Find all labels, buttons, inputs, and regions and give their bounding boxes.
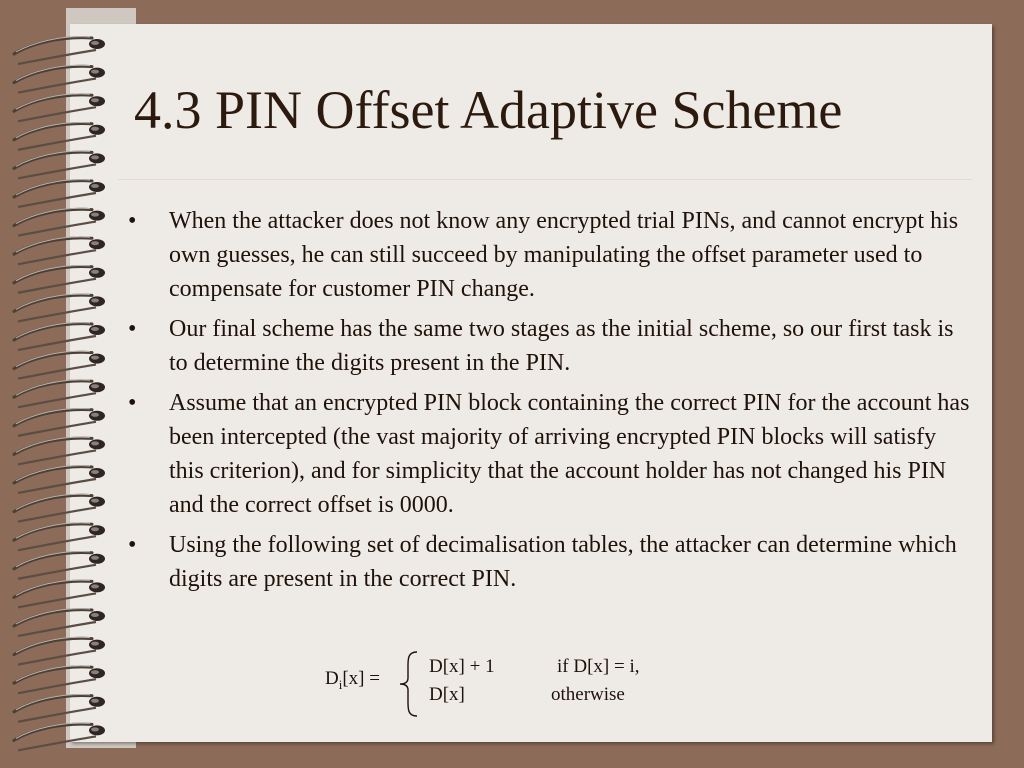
spiral-coil — [14, 323, 105, 350]
bullet-item — [128, 528, 973, 596]
left-brace-icon — [397, 650, 419, 718]
spiral-coil — [14, 151, 105, 178]
spiral-binding-icon — [0, 0, 120, 768]
spiral-coil — [14, 637, 105, 664]
spiral-coil — [14, 37, 105, 64]
spiral-coil — [14, 551, 105, 578]
spiral-coil — [14, 351, 105, 378]
formula-lhs — [325, 668, 380, 693]
bullet-text: When the attacker does not know any encrypted trial PINs, and cannot encrypt his own guesses, he can still succeed by manipulating the offset parameter used to compensate for customer PIN change. — [169, 208, 959, 302]
spiral-coil — [14, 666, 105, 693]
bullet-marker: • — [128, 532, 137, 558]
case2-value: D[x] — [429, 684, 465, 705]
case1-condition: if D[x] = i, — [557, 656, 640, 677]
spiral-coil — [14, 580, 105, 607]
bullet-item — [128, 204, 973, 306]
formula-lhs-rest: [x] = — [342, 668, 380, 689]
spiral-coil — [14, 94, 105, 121]
bullet-marker: • — [128, 208, 137, 234]
spiral-coil — [14, 380, 105, 407]
case2-condition: otherwise — [551, 684, 625, 705]
spiral-coil — [14, 523, 105, 550]
bullet-item — [128, 386, 973, 522]
spiral-coil — [14, 466, 105, 493]
decimalisation-formula — [325, 650, 685, 720]
spiral-coil — [14, 65, 105, 92]
spiral-coil — [14, 237, 105, 264]
title-divider — [118, 179, 972, 180]
spiral-coil — [14, 694, 105, 721]
slide-title: 4.3 PIN Offset Adaptive Scheme — [134, 80, 843, 140]
spiral-coil — [14, 609, 105, 636]
bullet-text: Assume that an encrypted PIN block containing the correct PIN for the account has been intercepted (the vast majority of arriving encrypted PIN blocks will satisfy this criterion), and for simplicity that the account holder has not changed his PIN and the correct offset is 0000. — [169, 390, 970, 518]
spiral-coil — [14, 208, 105, 235]
spiral-coil — [14, 180, 105, 207]
bullet-item — [128, 312, 973, 380]
spiral-coil — [14, 494, 105, 521]
formula-lhs-subscript: i — [338, 676, 343, 692]
spiral-coil — [14, 408, 105, 435]
spiral-coil — [14, 294, 105, 321]
spiral-coil — [14, 265, 105, 292]
formula-lhs-main: D — [325, 668, 339, 689]
spiral-coil — [14, 723, 105, 750]
bullet-marker: • — [128, 390, 137, 416]
spiral-coil — [14, 122, 105, 149]
bullet-text: Our final scheme has the same two stages as the initial scheme, so our first task is to determine the digits present in the PIN. — [169, 316, 954, 376]
bullet-marker: • — [128, 316, 137, 342]
case1-value: D[x] + 1 — [429, 656, 495, 677]
bullet-list — [128, 204, 973, 602]
bullet-text: Using the following set of decimalisation tables, the attacker can determine which digits are present in the correct PIN. — [169, 532, 957, 592]
spiral-coil — [14, 437, 105, 464]
